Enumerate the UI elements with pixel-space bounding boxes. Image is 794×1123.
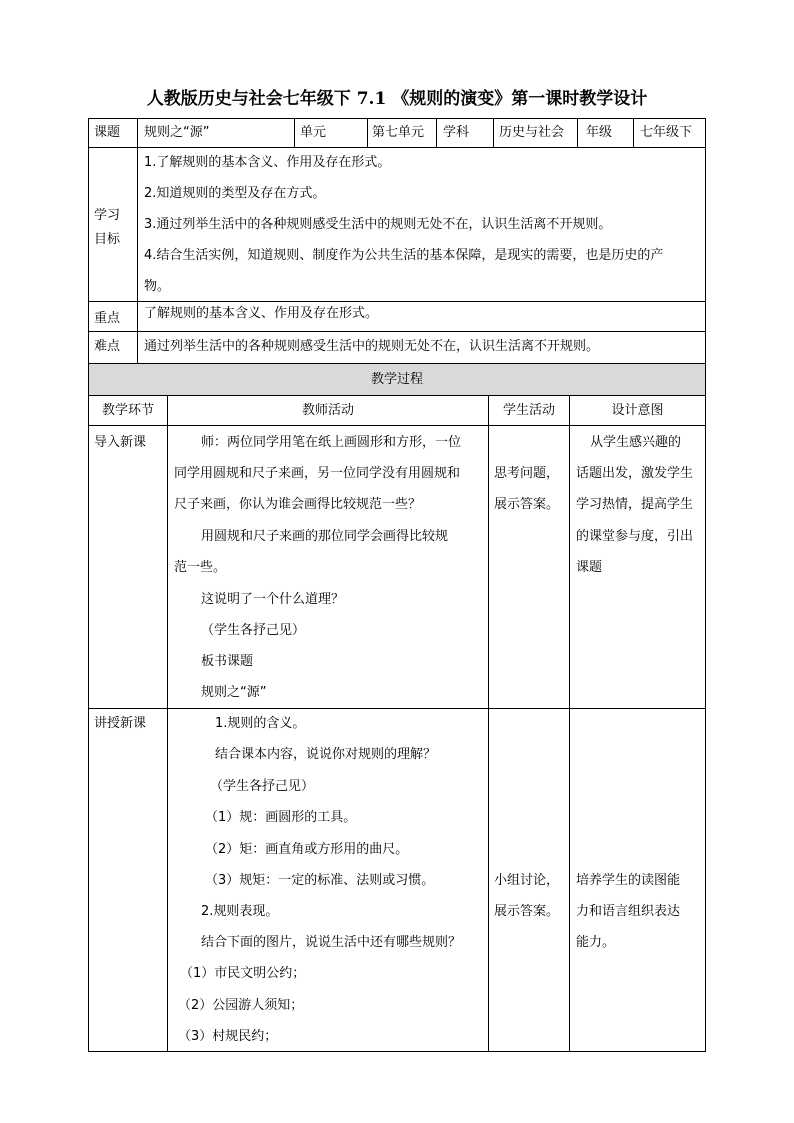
subject-label: 学科: [443, 125, 470, 140]
student-line: 展示答案。: [494, 497, 560, 512]
teacher-line: 尺子来画，你认为谁会画得比较规范一些？: [174, 497, 422, 512]
table-border: [88, 118, 89, 1052]
table-border: [493, 118, 494, 147]
teacher-line: 1.规则的含义。: [215, 716, 306, 731]
table-border: [294, 118, 295, 147]
teacher-line: 用圆规和尺子来画的那位同学会画得比较规: [201, 529, 449, 544]
table-border: [88, 301, 706, 302]
subject-value: 历史与社会: [499, 125, 565, 140]
teacher-line: 规则之“源”: [201, 685, 267, 700]
teacher-line: 这说明了一个什么道理？: [201, 592, 345, 607]
stage-cell: 导入新课: [94, 435, 147, 450]
student-line: 展示答案。: [494, 904, 560, 919]
table-border: [705, 118, 706, 1052]
teacher-line: （2）矩：画直角或方形用的曲尺。: [205, 842, 409, 857]
teacher-line: （1）规：画圆形的工具。: [205, 810, 357, 825]
intent-line: 学习热情，提高学生: [576, 497, 694, 512]
grade-value: 七年级下: [640, 125, 693, 140]
column-header: 学生活动: [502, 403, 555, 418]
process-header: 教学过程: [370, 372, 423, 387]
objectives-label: 学习: [94, 208, 121, 223]
teacher-line: 结合下面的图片，说说生活中还有哪些规则？: [201, 935, 462, 950]
table-border: [137, 118, 138, 363]
teacher-line: （1）市民文明公约；: [180, 966, 306, 981]
table-border: [488, 395, 489, 1052]
intent-line: 从学生感兴趣的: [590, 435, 682, 450]
student-line: 思考问题，: [494, 466, 560, 481]
teacher-line: 2.规则表现。: [201, 904, 279, 919]
intent-line: 培养学生的读图能: [576, 873, 681, 888]
table-border: [88, 395, 706, 396]
table-border: [367, 118, 368, 147]
teacher-line: 范一些。: [174, 560, 227, 575]
teacher-line: （3）规矩：一定的标准、法则或习惯。: [205, 873, 435, 888]
table-border: [633, 118, 634, 147]
table-border: [569, 395, 570, 1052]
table-border: [167, 395, 168, 1052]
topic-label: 课题: [94, 125, 121, 140]
document-title: 人教版历史与社会七年级下 7.1 《规则的演变》第一课时教学设计: [146, 89, 648, 109]
unit-value: 第七单元: [372, 125, 425, 140]
difficulty-text: 通过列举生活中的各种规则感受生活中的规则无处不在，认识生活离不开规则。: [144, 339, 600, 354]
column-header: 设计意图: [611, 403, 664, 418]
objective-item: 2.知道规则的类型及存在方式。: [144, 186, 326, 201]
objectives-label: 目标: [94, 232, 121, 247]
grade-label: 年级: [586, 125, 613, 140]
teacher-line: 结合课本内容，说说你对规则的理解？: [215, 747, 437, 762]
teacher-line: （2）公园游人须知；: [178, 998, 304, 1013]
table-border: [88, 425, 706, 426]
teacher-line: （学生各抒己见）: [201, 623, 306, 638]
objective-item: 物。: [144, 279, 171, 294]
table-border: [88, 118, 706, 119]
teacher-line: 同学用圆规和尺子来画，另一位同学没有用圆规和: [174, 466, 461, 481]
topic-value: 规则之“源”: [144, 125, 210, 140]
column-header: 教师活动: [301, 403, 354, 418]
objective-item: 4.结合生活实例，知道规则、制度作为公共生活的基本保障，是现实的需要，也是历史的产: [144, 248, 664, 263]
difficulty-label: 难点: [94, 339, 121, 354]
teacher-line: （学生各抒己见）: [210, 779, 315, 794]
unit-label: 单元: [300, 125, 327, 140]
intent-line: 课题: [576, 560, 603, 575]
teacher-line: 板书课题: [201, 654, 254, 669]
table-border: [88, 331, 706, 332]
intent-line: 能力。: [576, 935, 616, 950]
table-border: [88, 1051, 706, 1052]
table-border: [88, 363, 706, 364]
intent-line: 力和语言组织表达: [576, 904, 681, 919]
teacher-line: （3）村规民约；: [178, 1029, 278, 1044]
intent-line: 话题出发，激发学生: [576, 466, 694, 481]
student-line: 小组讨论，: [494, 873, 560, 888]
intent-line: 的课堂参与度，引出: [576, 529, 694, 544]
objective-item: 1.了解规则的基本含义、作用及存在形式。: [144, 155, 391, 170]
table-border: [577, 118, 578, 147]
key-point-text: 了解规则的基本含义、作用及存在形式。: [144, 306, 379, 321]
objective-item: 3.通过列举生活中的各种规则感受生活中的规则无处不在，认识生活离不开规则。: [144, 217, 612, 232]
table-border: [436, 118, 437, 147]
table-border: [88, 147, 706, 148]
teacher-line: 师：两位同学用笔在纸上画圆形和方形，一位: [201, 435, 462, 450]
stage-cell: 讲授新课: [94, 716, 147, 731]
key-point-label: 重点: [94, 311, 121, 326]
column-header: 教学环节: [101, 403, 154, 418]
table-border: [88, 708, 706, 709]
